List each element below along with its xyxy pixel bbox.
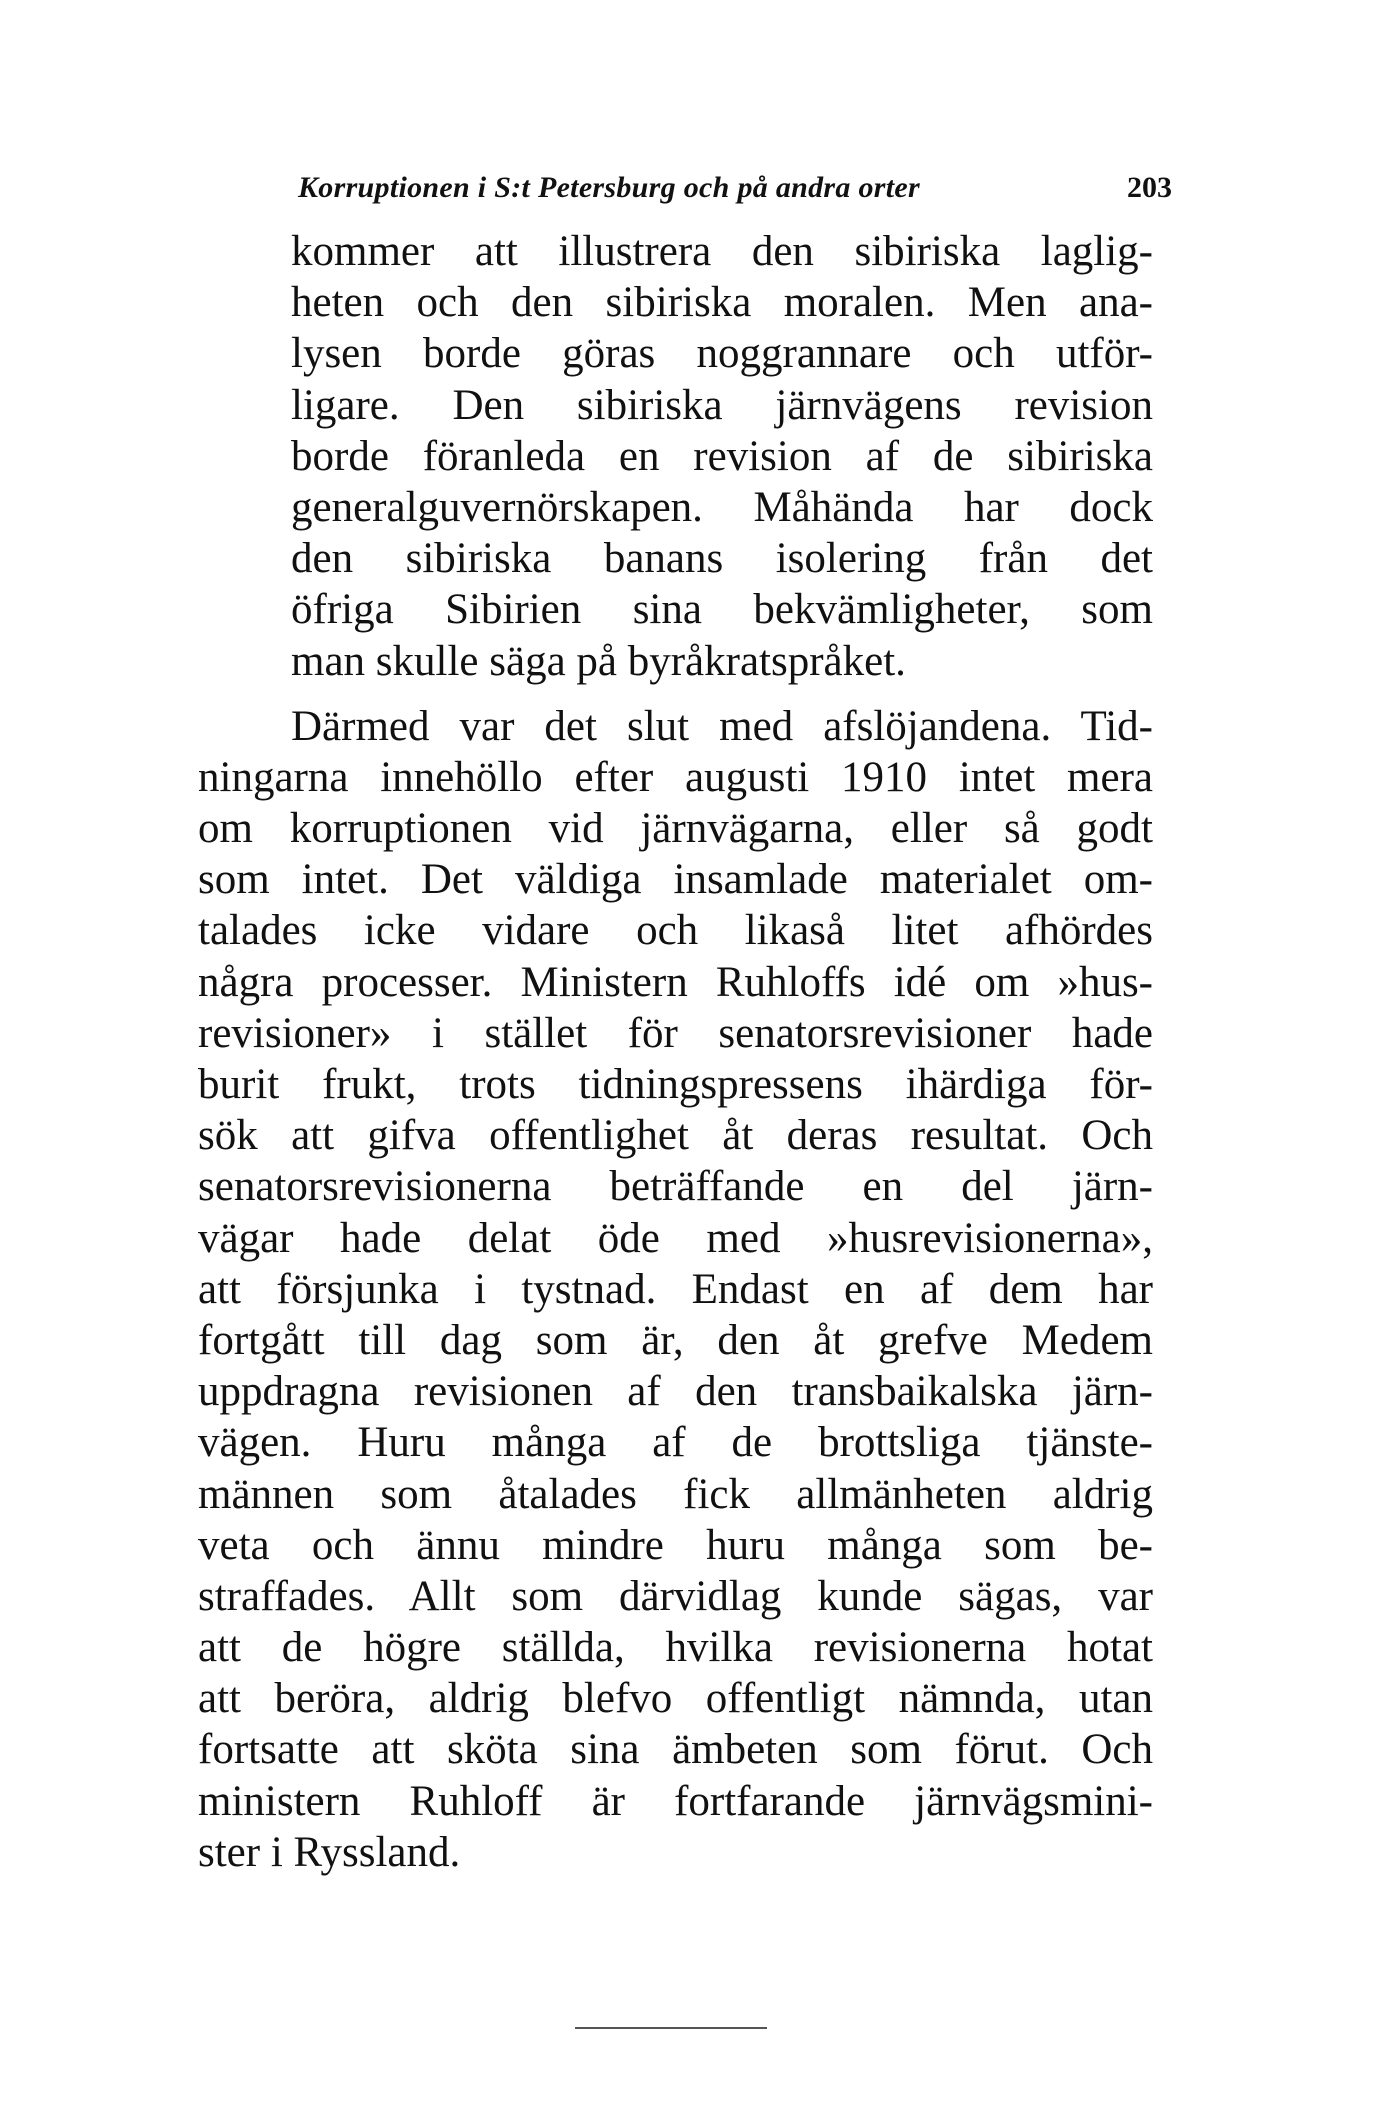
text-line: senatorsrevisionerna beträffande en del järn- <box>198 1163 1153 1211</box>
paragraph-main <box>198 701 1153 1878</box>
text-line: männen som åtalades fick allmänheten aldrig <box>198 1470 1153 1518</box>
running-title: Korruptionen i S:t Petersburg och på andra orter <box>298 171 921 204</box>
text-line: öfriga Sibirien sina bekvämligheter, som <box>291 586 1153 634</box>
text-line: generalguvernörskapen. Måhända har dock <box>291 483 1153 531</box>
text-line: om korruptionen vid järnvägarna, eller så godt <box>198 805 1153 853</box>
text-line: fortsatte att sköta sina ämbeten som förut. Och <box>198 1726 1153 1774</box>
text-line: man skulle säga på byråkratspråket. <box>291 637 906 685</box>
text-line: vägen. Huru många af de brottsliga tjänste- <box>198 1419 1153 1467</box>
page-number: 203 <box>1127 171 1172 204</box>
text-line: uppdragna revisionen af den transbaikalska järn- <box>198 1368 1153 1416</box>
text-line: vägar hade delat öde med »husrevisionerna», <box>198 1214 1153 1262</box>
running-head <box>298 166 1172 210</box>
text-line: den sibiriska banans isolering från det <box>291 535 1153 583</box>
text-line: att beröra, aldrig blefvo offentligt nämnda, utan <box>198 1675 1153 1723</box>
end-rule <box>575 2027 767 2029</box>
text-line: ministern Ruhloff är fortfarande järnvägsmini- <box>198 1777 1153 1825</box>
text-line: fortgått till dag som är, den åt grefve Medem <box>198 1316 1153 1364</box>
paragraph-continued <box>198 226 1153 687</box>
text-line: burit frukt, trots tidningspressens ihärdiga för- <box>198 1061 1153 1108</box>
text-line: ligare. Den sibiriska järnvägens revision <box>291 381 1153 429</box>
text-line: revisioner» i stället för senatorsrevisioner hade <box>198 1009 1153 1057</box>
text-line: lysen borde göras noggrannare och utför- <box>291 330 1153 378</box>
text-line: som intet. Det väldiga insamlade materialet om- <box>198 856 1153 904</box>
text-line: veta och ännu mindre huru många som be- <box>198 1521 1153 1569</box>
text-line: några processer. Ministern Ruhloffs idé om »hus- <box>198 958 1153 1006</box>
text-line: ster i Ryssland. <box>198 1828 461 1876</box>
paragraph-gap <box>198 687 1153 701</box>
text-line: sök att gifva offentlighet åt deras resultat. Och <box>198 1112 1153 1160</box>
text-line: att de högre ställda, hvilka revisionerna hotat <box>198 1624 1153 1672</box>
text-line: straffades. Allt som därvidlag kunde sägas, var <box>198 1572 1153 1620</box>
text-line: kommer att illustrera den sibiriska laglig- <box>291 228 1153 275</box>
text-line: att försjunka i tystnad. Endast en af dem har <box>198 1265 1153 1313</box>
text-line: borde föranleda en revision af de sibiriska <box>291 432 1153 480</box>
text-line: Därmed var det slut med afslöjandena. Tid- <box>291 702 1153 750</box>
body-text <box>198 226 1153 1878</box>
text-line: talades icke vidare och likaså litet afhördes <box>198 907 1153 955</box>
text-line: heten och den sibiriska moralen. Men ana- <box>291 279 1153 327</box>
text-line: ningarna innehöllo efter augusti 1910 intet mera <box>198 753 1153 801</box>
